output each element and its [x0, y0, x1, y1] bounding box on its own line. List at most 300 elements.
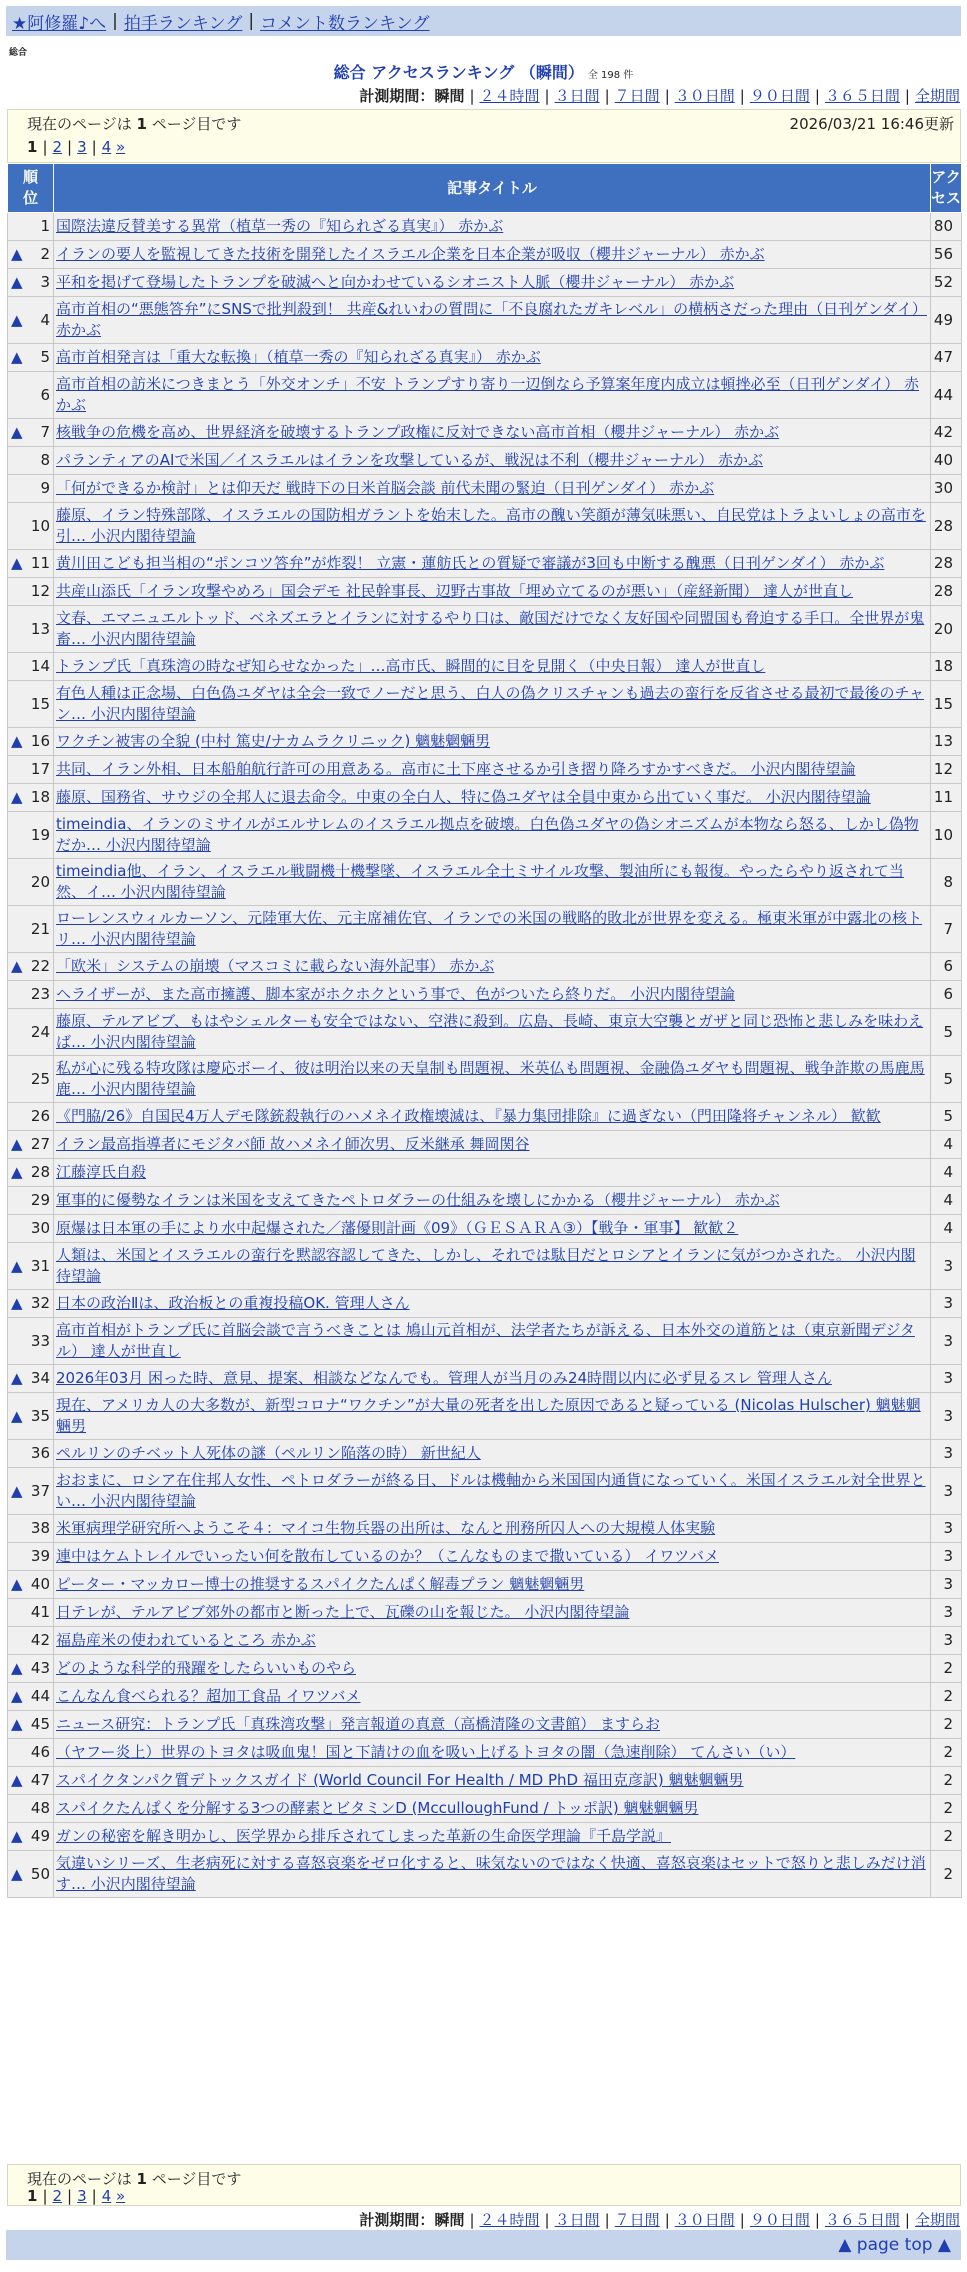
rank-cell — [8, 1515, 54, 1543]
rank-number: 15 — [30, 694, 50, 713]
page-separator: | — [67, 2187, 73, 2205]
period-link[interactable]: 全期間 — [914, 87, 960, 105]
table-row — [8, 372, 962, 419]
title-cell — [54, 1739, 931, 1767]
access-count: 40 — [931, 447, 962, 475]
rank-number: 29 — [30, 1191, 50, 1209]
article-link[interactable]: 気違いシリーズ、生老病死に対する喜怒哀楽をゼロ化すると、味気ないのではなく快適、喜怒哀楽はセットで怒りと悲しみだけ消す… 小沢内閣待望論 — [56, 1854, 926, 1893]
page-link[interactable]: 2 — [52, 138, 63, 156]
article-link[interactable]: 江藤淳氏自殺 — [56, 1163, 147, 1181]
period-separator: | — [664, 2211, 670, 2229]
access-count: 3 — [931, 1627, 962, 1655]
access-count: 6 — [931, 981, 962, 1009]
table-row — [8, 1365, 962, 1393]
article-link[interactable]: 軍事的に優勢なイランは米国を支えてきたペトロダラーの仕組みを壊しにかかる（櫻井ジャーナル） 赤かぶ — [56, 1191, 780, 1209]
table-row — [8, 1767, 962, 1795]
table-row — [8, 1131, 962, 1159]
article-link[interactable]: timeindia他、イラン、イスラエル戦闘機十機撃墜、イスラエル全土ミサイル攻撃、製油所にも報復。やったらやり返されて当然、イ… 小沢内閣待望論 — [56, 862, 904, 901]
rank-up-icon: ▲ — [11, 1771, 23, 1789]
rank-up-icon: ▲ — [11, 1135, 23, 1153]
rank-up-icon: ▲ — [11, 1659, 23, 1677]
rank-up-icon: ▲ — [11, 957, 23, 975]
rank-number: 7 — [40, 423, 50, 441]
article-link[interactable]: timeindia、イランのミサイルがエルサレムのイスラエル拠点を破壊。白色偽ユダヤの偽シオニズムが本物なら怒る、しかし偽物だか… 小沢内閣待望論 — [56, 815, 919, 854]
rank-number: 42 — [30, 1631, 50, 1649]
article-link[interactable]: 高市首相がトランプ氏に首脳会談で言うべきことは 鳩山元首相が、法学者たちが訴える、日本外交の道筋とは（東京新聞デジタル） 達人が世直し — [56, 1321, 915, 1360]
rank-number: 17 — [30, 760, 50, 778]
period-separator: | — [904, 87, 910, 105]
title-cell — [54, 1543, 931, 1571]
rank-cell — [8, 1739, 54, 1767]
rank-up-icon: ▲ — [11, 273, 23, 291]
title-cell — [54, 1823, 931, 1851]
rank-cell — [8, 1131, 54, 1159]
page-link[interactable]: 3 — [77, 2187, 87, 2205]
access-count: 2 — [931, 1823, 962, 1851]
next-page-link[interactable]: » — [116, 2187, 126, 2205]
title-cell — [54, 1103, 931, 1131]
pagination — [27, 138, 125, 156]
rank-cell — [8, 1823, 54, 1851]
access-count: 3 — [931, 1599, 962, 1627]
article-link[interactable]: 共産山添氏「イラン攻撃やめろ」国会デモ 社民幹事長、辺野古事故「埋め立てるのが悪い」（産経新聞） 達人が世直し — [56, 582, 854, 600]
article-link[interactable]: 連中はケムトレイルでいったい何を散布しているのか？（こんなものまで撒いている） イワツバメ — [56, 1547, 719, 1565]
rank-number: 19 — [30, 825, 50, 844]
title-cell — [54, 1683, 931, 1711]
rank-up-icon: ▲ — [11, 788, 23, 806]
article-link[interactable]: 福島産米の使われているところ 赤かぶ — [56, 1631, 316, 1649]
rank-number: 10 — [30, 516, 50, 535]
rank-number: 45 — [30, 1715, 50, 1733]
access-count: 3 — [931, 1571, 962, 1599]
article-link[interactable]: 高市首相発言は「重大な転換」（植草一秀の『知られざる真実』） 赤かぶ — [56, 348, 541, 366]
period-separator: | — [814, 87, 820, 105]
rank-up-icon: ▲ — [11, 1369, 23, 1387]
access-count: 2 — [931, 1851, 962, 1898]
page-title — [0, 60, 967, 83]
article-link[interactable]: （ヤフー炎上）世界のトヨタは吸血鬼！国と下請けの血を吸い上げるトヨタの闇（急速削除） てんさい（い） — [56, 1743, 796, 1761]
access-count: 15 — [931, 681, 962, 728]
rank-cell — [8, 1571, 54, 1599]
period-link[interactable]: ７日間 — [614, 2211, 660, 2229]
article-link[interactable]: 共同、イラン外相、日本船舶航行許可の用意ある。高市に土下座させるか引き摺り降ろすかすべきだ。 小沢内閣待望論 — [56, 760, 856, 778]
period-separator: | — [739, 87, 745, 105]
col-rank-header: 順位 — [8, 164, 54, 213]
table-row — [8, 1655, 962, 1683]
rank-number: 22 — [30, 957, 50, 975]
period-link[interactable]: 全期間 — [914, 2211, 960, 2229]
article-link[interactable]: 高市首相の訪米につきまとう「外交オンチ」不安 トランプすり寄り一辺倒なら予算案年度内成立は頓挫必至（日刊ゲンダイ） 赤かぶ — [56, 375, 920, 414]
title-cell — [54, 1187, 931, 1215]
rank-cell — [8, 1711, 54, 1739]
rank-number: 28 — [30, 1163, 50, 1181]
rank-up-icon: ▲ — [11, 1864, 23, 1883]
rank-up-icon: ▲ — [11, 423, 23, 441]
access-count: 28 — [931, 503, 962, 550]
article-link[interactable]: 高市首相の“悪態答弁”にSNSで批判殺到！ 共産&れいわの質問に「不良腐れたガキレベル」の横柄さだった理由（日刊ゲンダイ） 赤かぶ — [56, 300, 927, 339]
clap-ranking-link[interactable]: 拍手ランキング — [123, 13, 243, 34]
article-link[interactable]: 核戦争の危機を高め、世界経済を破壊するトランプ政権に反対できない高市首相（櫻井ジャーナル） 赤かぶ — [56, 423, 780, 441]
title-cell — [54, 859, 931, 906]
title-cell — [54, 1468, 931, 1515]
period-separator: | — [814, 2211, 820, 2229]
article-link[interactable]: 黄川田こども担当相の“ポンコツ答弁”が炸裂！ 立憲・蓮舫氏との質疑で審議が3回も中断する醜悪（日刊ゲンダイ） 赤かぶ — [56, 554, 885, 572]
ranking-title: 総合 アクセスランキング （瞬間） — [333, 63, 584, 82]
page-link[interactable]: 4 — [101, 2187, 112, 2205]
access-count: 5 — [931, 1103, 962, 1131]
table-row — [8, 1243, 962, 1290]
top-nav-bar — [6, 6, 961, 36]
article-link[interactable]: 平和を掲げて登場したトランプを破滅へと向かわせているシオニスト人脈（櫻井ジャーナル） 赤かぶ — [56, 273, 735, 291]
table-row — [8, 1515, 962, 1543]
updated-timestamp: 2026/03/21 16:46更新 — [789, 115, 954, 133]
table-row — [8, 1543, 962, 1571]
title-cell — [54, 1131, 931, 1159]
article-link[interactable]: 藤原、イラン特殊部隊、イスラエルの国防相ガラントを始末した。高市の醜い笑顔が薄気味悪い、自民党はトラよいしょの高市を引… 小沢内閣待望論 — [56, 506, 926, 545]
access-count: 13 — [931, 728, 962, 756]
table-row — [8, 1009, 962, 1056]
rank-cell — [8, 1365, 54, 1393]
access-count: 18 — [931, 653, 962, 681]
title-cell — [54, 1627, 931, 1655]
title-cell — [54, 1767, 931, 1795]
rank-up-icon: ▲ — [11, 1575, 23, 1593]
title-cell — [54, 550, 931, 578]
period-link[interactable]: ３日間 — [554, 2211, 600, 2229]
table-row — [8, 1187, 962, 1215]
article-link[interactable]: スパイクたんぱくを分解する3つの酵素とビタミンD (McculloughFund / トッポ訳) 魑魅魍魎男 — [56, 1799, 699, 1817]
rank-cell — [8, 1009, 54, 1056]
period-link[interactable]: ３６５日間 — [824, 87, 900, 105]
title-cell — [54, 1365, 931, 1393]
rank-up-icon: ▲ — [11, 310, 23, 329]
rank-cell — [8, 812, 54, 859]
access-count: 2 — [931, 1683, 962, 1711]
access-count: 44 — [931, 372, 962, 419]
rank-up-icon: ▲ — [11, 245, 23, 263]
article-link[interactable]: どのような科学的飛躍をしたらいいものやら — [56, 1659, 357, 1677]
title-cell — [54, 1655, 931, 1683]
access-count: 6 — [931, 953, 962, 981]
title-cell — [54, 606, 931, 653]
period-current: 瞬間 — [434, 87, 465, 105]
rank-number: 37 — [30, 1481, 50, 1500]
rank-cell — [8, 1187, 54, 1215]
title-cell — [54, 297, 931, 344]
period-link[interactable]: ３日間 — [554, 87, 600, 105]
rank-number: 5 — [40, 348, 50, 366]
table-row — [8, 1851, 962, 1898]
rank-cell — [8, 953, 54, 981]
rank-number: 12 — [30, 582, 50, 600]
period-selector-top — [359, 85, 960, 106]
access-count: 10 — [931, 812, 962, 859]
nav-separator: | — [112, 11, 118, 31]
article-link[interactable]: 「欧米」システムの崩壊（マスコミに載らない海外記事） 赤かぶ — [56, 957, 495, 975]
rank-number: 35 — [30, 1406, 50, 1425]
period-link[interactable]: ３６５日間 — [824, 2211, 900, 2229]
article-link[interactable]: おおまに、ロシア在住邦人女性、ペトロダラーが終る日、ドルは機軸から米国国内通貨になっていく。米国イスラエル対全世界とい… 小沢内閣待望論 — [56, 1471, 926, 1510]
table-header-row — [8, 164, 962, 213]
rank-cell — [8, 503, 54, 550]
rank-number: 20 — [30, 872, 50, 891]
category-label: 総合 — [9, 48, 28, 58]
article-link[interactable]: 現在、アメリカ人の大多数が、新型コロナ“ワクチン”が大量の死者を出した原因であると疑っている (Nicolas Hulscher) 魑魅魍魎男 — [56, 1396, 921, 1435]
table-row — [8, 419, 962, 447]
article-link[interactable]: 有色人種は正念場、白色偽ユダヤは全会一致でノーだと思う、白人の偽クリスチャンも過去の蛮行を反省させる最初で最後のチャン… 小沢内閣待望論 — [56, 684, 925, 723]
access-count: 30 — [931, 475, 962, 503]
rank-up-icon: ▲ — [11, 1481, 23, 1500]
rank-cell — [8, 1215, 54, 1243]
rank-number: 39 — [30, 1547, 50, 1565]
article-link[interactable]: 日テレが、テルアビブ郊外の都市と断った上で、瓦礫の山を報じた。 小沢内閣待望論 — [56, 1603, 630, 1621]
col-access-header: アクセス — [931, 164, 962, 213]
title-cell — [54, 728, 931, 756]
title-cell — [54, 1711, 931, 1739]
rank-up-icon: ▲ — [11, 1256, 23, 1275]
table-row — [8, 1599, 962, 1627]
rank-cell — [8, 1468, 54, 1515]
title-cell — [54, 372, 931, 419]
rank-number: 43 — [30, 1659, 50, 1677]
rank-number: 36 — [30, 1444, 50, 1462]
access-count: 2 — [931, 1711, 962, 1739]
page-separator: | — [42, 2187, 48, 2205]
access-count: 49 — [931, 297, 962, 344]
period-link[interactable]: ９０日間 — [749, 87, 810, 105]
title-cell — [54, 213, 931, 241]
article-link[interactable]: ガンの秘密を解き明かし、医学界から排斥されてしまった革新の生命医学理論『千島学説』 — [56, 1827, 672, 1845]
page-top-link[interactable]: ▲ page top ▲ — [838, 2235, 951, 2255]
rank-number: 11 — [30, 554, 50, 572]
title-cell — [54, 269, 931, 297]
access-count: 56 — [931, 241, 962, 269]
title-cell — [54, 241, 931, 269]
period-link[interactable]: ７日間 — [614, 87, 660, 105]
period-separator: | — [604, 87, 610, 105]
article-link[interactable]: 人類は、米国とイスラエルの蛮行を黙認容認してきた、しかし、それでは駄目だとロシアとイランに気がつかされた。 小沢内閣待望論 — [56, 1246, 916, 1285]
rank-cell — [8, 1103, 54, 1131]
rank-cell — [8, 1290, 54, 1318]
bottom-bar — [6, 2230, 961, 2260]
rank-up-icon: ▲ — [11, 1827, 23, 1845]
next-page-link[interactable]: » — [116, 138, 126, 156]
table-row — [8, 784, 962, 812]
table-row — [8, 213, 962, 241]
page-separator: | — [67, 138, 73, 156]
access-count: 2 — [931, 1795, 962, 1823]
access-count: 3 — [931, 1543, 962, 1571]
rank-number: 50 — [30, 1864, 50, 1883]
rank-number: 40 — [30, 1575, 50, 1593]
table-row — [8, 859, 962, 906]
access-count: 42 — [931, 419, 962, 447]
rank-cell — [8, 1159, 54, 1187]
title-cell — [54, 1440, 931, 1468]
page-separator: | — [91, 138, 97, 156]
access-count: 3 — [931, 1468, 962, 1515]
rank-cell — [8, 1393, 54, 1440]
rank-cell — [8, 1683, 54, 1711]
article-link[interactable]: ローレンスウィルカーソン、元陸軍大佐、元主席補佐官、イランでの米国の戦略的敗北が世界を変える。極東米軍が中露北の核トリ… 小沢内閣待望論 — [56, 909, 923, 948]
rank-number: 4 — [40, 310, 50, 329]
article-link[interactable]: 藤原、テルアビブ、もはやシェルターも安全ではない、空港に殺到。広島、長崎、東京大空襲とガザと同じ恐怖と悲しみを味わえば… 小沢内閣待望論 — [56, 1012, 924, 1051]
rank-cell — [8, 475, 54, 503]
article-link[interactable]: ヘライザーが、また高市擁護、脚本家がホクホクという事で、色がついたら終りだ。 小沢内閣待望論 — [56, 985, 736, 1003]
table-row — [8, 653, 962, 681]
article-link[interactable]: ニュース研究：トランプ氏「真珠湾攻撃」発言報道の真意（高橋清隆の文書館） ますらお — [56, 1715, 661, 1733]
rank-cell — [8, 1795, 54, 1823]
rank-number: 46 — [30, 1743, 50, 1761]
article-link[interactable]: パランティアのAIで米国／イスラエルはイランを攻撃しているが、戦況は不利（櫻井ジャーナル） 赤かぶ — [56, 451, 764, 469]
table-row — [8, 1103, 962, 1131]
title-cell — [54, 419, 931, 447]
ranking-table — [7, 163, 962, 1898]
title-cell — [54, 756, 931, 784]
article-link[interactable]: 「何ができるか検討」とは仰天だ 戦時下の日米首脳会談 前代未聞の緊迫（日刊ゲンダイ） 赤かぶ — [56, 479, 715, 497]
access-count: 5 — [931, 1056, 962, 1103]
rank-up-icon: ▲ — [11, 1687, 23, 1705]
table-row — [8, 1290, 962, 1318]
article-link[interactable]: ペルリンのチベット人死体の謎（ペルリン陥落の時） 新世紀人 — [56, 1444, 481, 1462]
period-link[interactable]: ９０日間 — [749, 2211, 810, 2229]
rank-cell — [8, 297, 54, 344]
title-cell — [54, 447, 931, 475]
article-link[interactable]: 国際法違反賛美する異常（植草一秀の『知られざる真実』） 赤かぶ — [56, 217, 504, 235]
page-info-bottom — [7, 2164, 961, 2206]
period-label: 計測期間： — [359, 87, 435, 105]
rank-cell — [8, 1243, 54, 1290]
rank-cell — [8, 756, 54, 784]
rank-cell — [8, 372, 54, 419]
article-link[interactable]: スパイクタンパク質デトックスガイド (World Council For Health / MD PhD 福田克彦訳) 魑魅魍魎男 — [56, 1771, 744, 1789]
title-cell — [54, 906, 931, 953]
access-count: 3 — [931, 1318, 962, 1365]
article-link[interactable]: ピーター・マッカロー博士の推奨するスパイクたんぱく解毒プラン 魑魅魍魎男 — [56, 1575, 585, 1593]
table-row — [8, 1159, 962, 1187]
table-row — [8, 475, 962, 503]
rank-cell — [8, 1318, 54, 1365]
rank-number: 24 — [30, 1022, 50, 1041]
page-status: 現在のページは 1 ページ目です — [27, 2170, 242, 2188]
access-count: 3 — [931, 1515, 962, 1543]
article-link[interactable]: トランプ氏「真珠湾の時なぜ知らせなかった」…高市氏、瞬間的に目を見開く（中央日報） 達人が世直し — [56, 657, 766, 675]
article-link[interactable]: 文春、エマニュエルトッド、ベネズエラとイランに対するやり口は、敵国だけでなく友好国や同盟国も脅迫する手口。全世界が鬼畜… 小沢内閣待望論 — [56, 609, 925, 648]
table-row — [8, 1468, 962, 1515]
table-row — [8, 578, 962, 606]
table-row — [8, 1215, 962, 1243]
period-separator: | — [544, 2211, 550, 2229]
rank-number: 16 — [30, 732, 50, 750]
table-row — [8, 606, 962, 653]
rank-number: 48 — [30, 1799, 50, 1817]
access-count: 80 — [931, 213, 962, 241]
article-link[interactable]: 2026年03月 困った時、意見、提案、相談などなんでも。管理人が当月のみ24時間以内に必ず見るスレ 管理人さん — [56, 1369, 832, 1387]
article-link[interactable]: イランの要人を監視してきた技術を開発したイスラエル企業を日本企業が吸収（櫻井ジャーナル） 赤かぶ — [56, 245, 765, 263]
access-count: 4 — [931, 1187, 962, 1215]
table-row — [8, 503, 962, 550]
rank-cell — [8, 578, 54, 606]
table-row — [8, 297, 962, 344]
table-row — [8, 1711, 962, 1739]
page-link[interactable]: 2 — [52, 2187, 63, 2205]
rank-cell — [8, 1655, 54, 1683]
title-cell — [54, 578, 931, 606]
table-row — [8, 269, 962, 297]
article-link[interactable]: 日本の政治Ⅱは、政治板との重複投稿OK. 管理人さん — [56, 1294, 410, 1312]
table-row — [8, 1440, 962, 1468]
article-link[interactable]: こんなん食べられる？超加工食品 イワツバメ — [56, 1687, 361, 1705]
period-link[interactable]: ２４時間 — [479, 87, 540, 105]
article-link[interactable]: 私が心に残る特攻隊は慶応ボーイ、彼は明治以来の天皇制も問題視、米英仏も問題視、金融偽ユダヤも問題視、戦争詐欺の馬鹿馬鹿… 小沢内閣待望論 — [56, 1059, 925, 1098]
article-link[interactable]: 米軍病理学研究所へようこそ４：マイコ生物兵器の出所は、なんと刑務所囚人への大規模人体実験 — [56, 1519, 716, 1537]
rank-cell — [8, 241, 54, 269]
rank-up-icon: ▲ — [11, 554, 23, 572]
rank-cell — [8, 269, 54, 297]
access-count: 8 — [931, 859, 962, 906]
title-cell — [54, 653, 931, 681]
article-link[interactable]: 原爆は日本軍の手により水中起爆された／藩優則計画《09》（ＧＥＳＡＲＡ③）【戦争・軍事】 歓歓２ — [56, 1219, 739, 1237]
nav-separator: | — [248, 11, 255, 31]
col-title-header: 記事タイトル — [54, 164, 931, 213]
rank-up-icon: ▲ — [11, 732, 23, 750]
table-row — [8, 756, 962, 784]
period-link[interactable]: ２４時間 — [479, 2211, 540, 2229]
table-row — [8, 812, 962, 859]
article-link[interactable]: 《門脇/26》自国民4万人デモ隊銃殺執行のハメネイ政権壊滅は、『暴力集団排除』に過ぎない（門田隆将チャンネル） 歓歓 — [56, 1107, 881, 1125]
period-separator: | — [469, 2211, 475, 2229]
period-selector-bottom — [359, 2209, 960, 2230]
title-cell — [54, 1515, 931, 1543]
rank-cell — [8, 981, 54, 1009]
period-link[interactable]: ３０日間 — [674, 2211, 735, 2229]
rank-cell — [8, 653, 54, 681]
table-row — [8, 953, 962, 981]
title-cell — [54, 1795, 931, 1823]
page-status: 現在のページは 1 ページ目です — [27, 115, 242, 133]
article-link[interactable]: 藤原、国務省、サウジの全邦人に退去命令。中東の全白人、特に偽ユダヤは全員中東から出ていく事だ。 小沢内閣待望論 — [56, 788, 871, 806]
period-link[interactable]: ３０日間 — [674, 87, 735, 105]
rank-cell — [8, 550, 54, 578]
access-count: 28 — [931, 550, 962, 578]
table-row — [8, 1739, 962, 1767]
title-cell — [54, 1009, 931, 1056]
access-count: 3 — [931, 1365, 962, 1393]
rank-number: 41 — [30, 1603, 50, 1621]
page-link[interactable]: 4 — [101, 138, 112, 156]
table-row — [8, 241, 962, 269]
home-link[interactable]: ★阿修羅♪へ — [12, 13, 107, 34]
page-link[interactable]: 3 — [77, 138, 87, 156]
rank-cell — [8, 728, 54, 756]
access-count: 2 — [931, 1655, 962, 1683]
article-link[interactable]: ワクチン被害の全貌 (中村 篤史/ナカムラクリニック) 魑魅魍魎男 — [56, 732, 491, 750]
rank-cell — [8, 213, 54, 241]
rank-cell — [8, 784, 54, 812]
comment-ranking-link[interactable]: コメント数ランキング — [260, 13, 430, 34]
article-link[interactable]: イラン最高指導者にモジタバ師 故ハメネイ師次男、反米継承 舞岡関谷 — [56, 1135, 530, 1153]
period-separator: | — [904, 2211, 910, 2229]
rank-up-icon: ▲ — [11, 1715, 23, 1733]
title-cell — [54, 1599, 931, 1627]
period-label: 計測期間： — [359, 2211, 435, 2229]
rank-number: 8 — [40, 451, 50, 469]
rank-cell — [8, 419, 54, 447]
access-count: 3 — [931, 1393, 962, 1440]
table-row — [8, 981, 962, 1009]
rank-cell — [8, 344, 54, 372]
article-count: 全 198 件 — [587, 70, 634, 81]
